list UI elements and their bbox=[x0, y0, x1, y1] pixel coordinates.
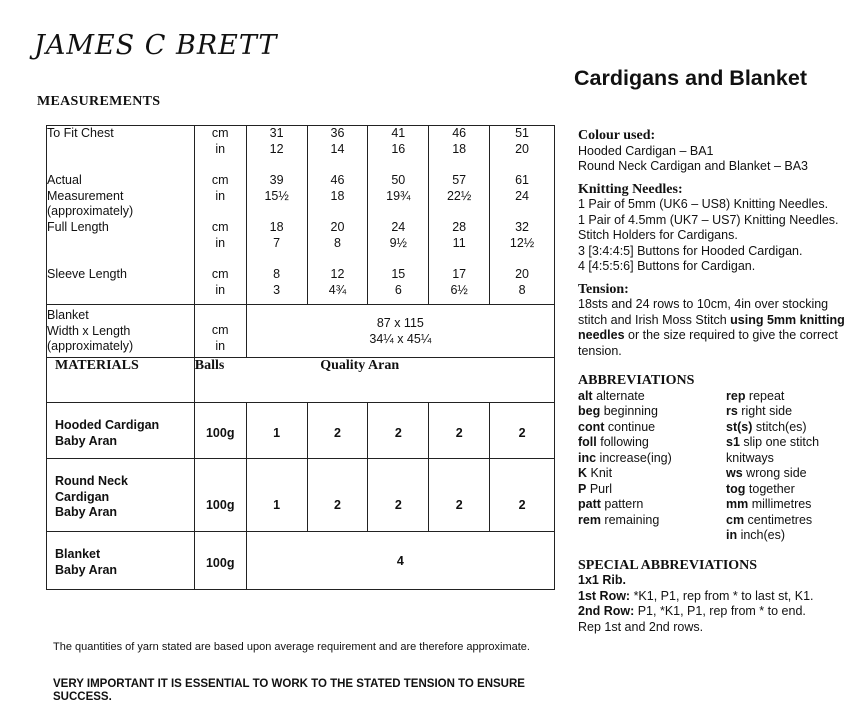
chest-cm-2: 36 bbox=[330, 126, 345, 140]
round-name-3: Baby Aran bbox=[55, 505, 118, 519]
rib-row-1: 1st Row: *K1, P1, rep from * to last st, K1. bbox=[578, 588, 814, 603]
blanket-size-row bbox=[47, 305, 555, 358]
quality-label: Quality Aran bbox=[246, 358, 554, 403]
brand-logo: JAMES C BRETT bbox=[34, 30, 278, 61]
round-balls-3: 2 bbox=[368, 459, 429, 532]
sleeve-in-1: 3 bbox=[273, 282, 281, 297]
balls-label: Balls bbox=[194, 358, 246, 403]
length-label: Full Length bbox=[47, 220, 195, 267]
rib-title: 1x1 Rib. bbox=[578, 573, 626, 587]
needles-line: 3 [3:4:4:5] Buttons for Hooded Cardigan. bbox=[578, 243, 803, 258]
abbr-item: rem remaining bbox=[578, 512, 660, 527]
round-balls-5: 2 bbox=[490, 459, 555, 532]
round-name-1: Round Neck bbox=[55, 474, 128, 488]
actual-in-1: 15½ bbox=[264, 188, 289, 203]
sleeve-in-4: 6½ bbox=[450, 282, 468, 297]
actual-cm-4: 57 bbox=[452, 173, 467, 187]
pattern-info-column bbox=[578, 128, 850, 635]
hooded-balls-5: 2 bbox=[490, 403, 555, 459]
abbr-item: st(s) stitch(es) bbox=[726, 419, 807, 434]
abbr-item: inc increase(ing) bbox=[578, 450, 672, 465]
unit-cm: cm bbox=[211, 220, 229, 234]
chest-in-1: 12 bbox=[269, 141, 284, 156]
unit-cm: cm bbox=[211, 126, 229, 140]
hooded-name-2: Baby Aran bbox=[55, 433, 118, 448]
abbr-item: patt pattern bbox=[578, 497, 644, 511]
sleeve-cm-2: 12 bbox=[330, 267, 345, 281]
sleeve-cm-3: 15 bbox=[391, 267, 406, 281]
actual-label-1: Actual bbox=[47, 173, 82, 187]
roundneck-materials-row bbox=[47, 459, 555, 532]
sleeve-in-2: 4¾ bbox=[328, 282, 347, 297]
hooded-weight: 100g bbox=[194, 403, 246, 459]
abbreviations-list bbox=[578, 389, 850, 544]
sleeve-in-3: 6 bbox=[394, 282, 402, 297]
abbreviations-heading: ABBREVIATIONS bbox=[578, 373, 695, 388]
length-cm-1: 18 bbox=[269, 220, 284, 234]
sleeve-label: Sleeve Length bbox=[47, 267, 195, 305]
abbr-item: mm millimetres bbox=[726, 497, 812, 511]
length-cm-4: 28 bbox=[452, 220, 467, 234]
measurements-table bbox=[46, 125, 555, 590]
actual-in-2: 18 bbox=[330, 188, 345, 203]
round-balls-4: 2 bbox=[429, 459, 490, 532]
chest-cm-4: 46 bbox=[452, 126, 467, 140]
colour-heading: Colour used: bbox=[578, 128, 656, 143]
abbr-item: P Purl bbox=[578, 481, 613, 496]
round-weight: 100g bbox=[194, 459, 246, 532]
actual-row bbox=[47, 173, 555, 220]
tension-text: 18sts and 24 rows to 10cm, 4in over stocking stitch and Irish Moss Stitch using 5mm knitting needles or the size required to give the correct tension. bbox=[578, 297, 845, 358]
needles-line: Stitch Holders for Cardigans. bbox=[578, 228, 738, 242]
actual-label-2: Measurement bbox=[47, 188, 124, 203]
special-abbreviations-heading: SPECIAL ABBREVIATIONS bbox=[578, 557, 758, 573]
tension-warning: VERY IMPORTANT IT IS ESSENTIAL TO WORK TO THE STATED TENSION TO ENSURE SUCCESS. bbox=[53, 678, 525, 703]
needles-line: 1 Pair of 4.5mm (UK7 – US7) Knitting Needles. bbox=[578, 212, 839, 227]
materials-header-row bbox=[47, 358, 555, 403]
actual-cm-3: 50 bbox=[391, 173, 406, 187]
length-cm-5: 32 bbox=[515, 220, 529, 234]
abbr-item: K Knit bbox=[578, 466, 613, 480]
blanket-balls: 4 bbox=[246, 532, 554, 590]
sleeve-in-5: 8 bbox=[518, 282, 526, 297]
needles-heading: Knitting Needles: bbox=[578, 181, 683, 197]
length-in-2: 8 bbox=[333, 235, 341, 250]
abbr-item: cm centimetres bbox=[726, 512, 813, 527]
rib-repeat: Rep 1st and 2nd rows. bbox=[578, 619, 704, 634]
chest-cm-5: 51 bbox=[515, 126, 529, 140]
actual-in-5: 24 bbox=[515, 188, 529, 203]
length-cm-3: 24 bbox=[391, 220, 406, 234]
actual-cm-2: 46 bbox=[330, 173, 345, 187]
blanket-name-2: Baby Aran bbox=[55, 562, 118, 577]
blanket-label-3: (approximately) bbox=[47, 339, 134, 353]
unit-cm: cm bbox=[211, 267, 229, 281]
abbr-item: foll following bbox=[578, 435, 649, 449]
abbr-item: beg beginning bbox=[578, 404, 658, 418]
abbr-item: s1 slip one stitch knitways bbox=[726, 435, 820, 465]
chest-label: To Fit Chest bbox=[47, 126, 195, 174]
abbr-item: alt alternate bbox=[578, 388, 645, 403]
unit-cm: cm bbox=[211, 323, 229, 337]
blanket-materials-row bbox=[47, 532, 555, 590]
unit-cm: cm bbox=[211, 173, 229, 187]
colour-line: Hooded Cardigan – BA1 bbox=[578, 143, 714, 158]
hooded-balls-1: 1 bbox=[246, 403, 307, 459]
blanket-weight: 100g bbox=[194, 532, 246, 590]
unit-in: in bbox=[215, 235, 226, 250]
actual-label-3: (approximately) bbox=[47, 204, 134, 218]
chest-cm-1: 31 bbox=[269, 126, 284, 140]
abbr-item: cont continue bbox=[578, 419, 656, 434]
colour-line: Round Neck Cardigan and Blanket – BA3 bbox=[578, 159, 809, 173]
abbr-item: rs right side bbox=[726, 404, 793, 418]
tension-heading: Tension: bbox=[578, 281, 629, 297]
blanket-label-1: Blanket bbox=[47, 308, 89, 322]
sleeve-cm-5: 20 bbox=[515, 267, 529, 281]
length-in-5: 12½ bbox=[509, 235, 535, 250]
abbr-item: rep repeat bbox=[726, 388, 785, 403]
page-title: Cardigans and Blanket bbox=[574, 66, 807, 90]
hooded-balls-4: 2 bbox=[429, 403, 490, 459]
round-balls-2: 2 bbox=[307, 459, 368, 532]
hooded-balls-3: 2 bbox=[368, 403, 429, 459]
hooded-materials-row bbox=[47, 403, 555, 459]
abbr-item: in inch(es) bbox=[726, 528, 786, 542]
length-row bbox=[47, 220, 555, 267]
abbr-item: ws wrong side bbox=[726, 466, 807, 480]
actual-in-3: 19¾ bbox=[386, 188, 411, 203]
needles-line: 1 Pair of 5mm (UK6 – US8) Knitting Needles. bbox=[578, 197, 829, 211]
blanket-name-1: Blanket bbox=[55, 547, 101, 561]
unit-in: in bbox=[215, 338, 226, 353]
blanket-size-cm: 87 x 115 bbox=[376, 316, 424, 330]
actual-cm-5: 61 bbox=[515, 173, 529, 187]
length-in-3: 9½ bbox=[389, 235, 407, 250]
sleeve-row bbox=[47, 267, 555, 305]
chest-in-5: 20 bbox=[515, 141, 529, 156]
rib-row-2: 2nd Row: P1, *K1, P1, rep from * to end. bbox=[578, 604, 806, 618]
sleeve-cm-1: 8 bbox=[273, 267, 281, 281]
unit-in: in bbox=[215, 141, 226, 156]
round-balls-1: 1 bbox=[246, 459, 307, 532]
hooded-name-1: Hooded Cardigan bbox=[55, 418, 160, 432]
length-in-4: 11 bbox=[452, 235, 466, 250]
hooded-balls-2: 2 bbox=[307, 403, 368, 459]
chest-in-2: 14 bbox=[330, 141, 345, 156]
length-in-1: 7 bbox=[273, 235, 281, 250]
round-name-2: Cardigan bbox=[55, 489, 110, 504]
actual-in-4: 22½ bbox=[446, 188, 472, 203]
needles-line: 4 [4:5:5:6] Buttons for Cardigan. bbox=[578, 259, 756, 273]
chest-cm-3: 41 bbox=[391, 126, 406, 140]
unit-in: in bbox=[215, 282, 226, 297]
materials-heading: MATERIALS bbox=[47, 358, 195, 403]
chest-in-4: 18 bbox=[452, 141, 467, 156]
yarn-note: The quantities of yarn stated are based upon average requirement and are therefore approximate. bbox=[53, 641, 530, 653]
chest-in-3: 16 bbox=[391, 141, 406, 156]
blanket-size-in: 34¼ x 45¼ bbox=[369, 331, 432, 346]
sleeve-cm-4: 17 bbox=[452, 267, 467, 281]
abbr-item: tog together bbox=[726, 481, 795, 496]
actual-cm-1: 39 bbox=[269, 173, 284, 187]
unit-in: in bbox=[215, 188, 226, 203]
blanket-label-2: Width x Length bbox=[47, 323, 131, 338]
chest-row bbox=[47, 126, 555, 174]
measurements-heading: MEASUREMENTS bbox=[37, 94, 161, 109]
length-cm-2: 20 bbox=[330, 220, 345, 234]
